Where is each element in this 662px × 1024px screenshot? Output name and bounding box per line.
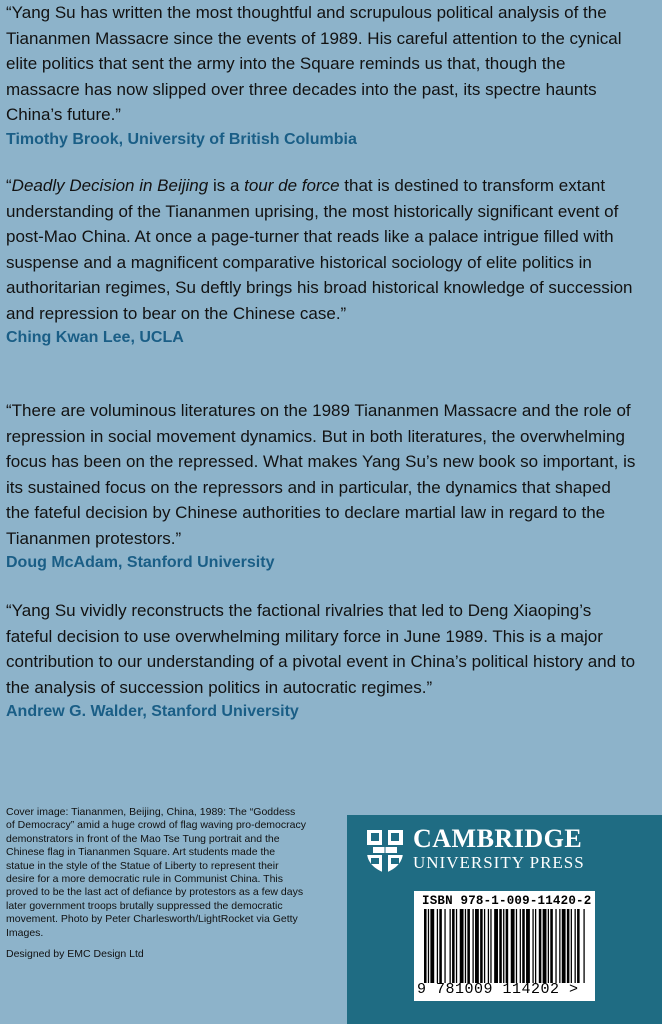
quote-attribution: Andrew G. Walder, Stanford University bbox=[6, 703, 299, 720]
quote-text: “Yang Su vividly reconstructs the factional rivalries that led to Deng Xiaoping’s fateful decision to use overwhelming military force in June 1989. This is a major contribution to our understanding of a pivotal event in China’s political history and to the analysis of succession politics in autocratic regimes.” bbox=[6, 601, 636, 697]
isbn-barcode bbox=[414, 891, 595, 1001]
isbn-label: ISBN 978-1-009-11420-2 bbox=[422, 894, 592, 908]
endorsement-quote bbox=[6, 173, 636, 350]
barcode-digits: 9 781009 114202 > bbox=[417, 981, 579, 998]
publisher-panel bbox=[347, 815, 662, 1024]
endorsement-quote bbox=[6, 0, 636, 152]
cambridge-crest-icon bbox=[365, 828, 405, 874]
designer-credit: Designed by EMC Design Ltd bbox=[6, 948, 144, 961]
quote-text: “There are voluminous literatures on the 1989 Tiananmen Massacre and the role of repression in social movement dynamics. But in both literatures, the overwhelming focus has been on the repressed. What makes Yang Su’s new book so important, is its sustained focus on the repressors and in particular, the dynamics that shaped the fateful decision by Chinese authorities to declare martial law in regard to the Tiananmen protestors.” bbox=[6, 401, 636, 548]
endorsement-quote bbox=[6, 398, 636, 575]
quote-attribution: Ching Kwan Lee, UCLA bbox=[6, 329, 184, 346]
quote-text: “Yang Su has written the most thoughtful and scrupulous political analysis of the Tiananmen Massacre since the events of 1989. His careful attention to the cynical elite politics that sent the army into the Square reminds us that, though the massacre has now slipped over three decades into the past, its spectre haunts China’s future.” bbox=[6, 3, 622, 124]
endorsement-quote bbox=[6, 598, 636, 724]
quote-text: “Deadly Decision in Beijing is a tour de force that is destined to transform extant understanding of the Tiananmen uprising, the most historically significant event of post-Mao China. At once a page-turner that reads like a palace intrigue filled with suspense and a magnificent comparative historical sociology of elite politics in authoritarian regimes, Su deftly brings his broad historical knowledge of succession and repression to bear on the Chinese case.” bbox=[6, 176, 633, 323]
quote-attribution: Doug McAdam, Stanford University bbox=[6, 554, 275, 571]
barcode-bars bbox=[424, 909, 586, 983]
cover-credits bbox=[6, 806, 306, 961]
publisher-name-line1: CAMBRIDGE bbox=[413, 824, 583, 853]
publisher-name-line2: UNIVERSITY PRESS bbox=[413, 853, 585, 872]
cover-image-credit: Cover image: Tiananmen, Beijing, China, 1989: The “Goddess of Democracy” amid a huge crowd of flag waving pro-democracy demonstrators in front of the Mao Tse Tung portrait and the Chinese flag in Tiananmen Square. Art students made the statue in the style of the Statue of Liberty to represent their desire for a more democratic rule in Communist China. This proved to be the last act of defiance by protestors as a few days later government troops brutally suppressed the democratic movement. Photo by Peter Charlesworth/LightRocket via Getty Images. bbox=[6, 806, 306, 939]
publisher-name bbox=[413, 825, 585, 873]
quote-attribution: Timothy Brook, University of British Columbia bbox=[6, 130, 357, 148]
